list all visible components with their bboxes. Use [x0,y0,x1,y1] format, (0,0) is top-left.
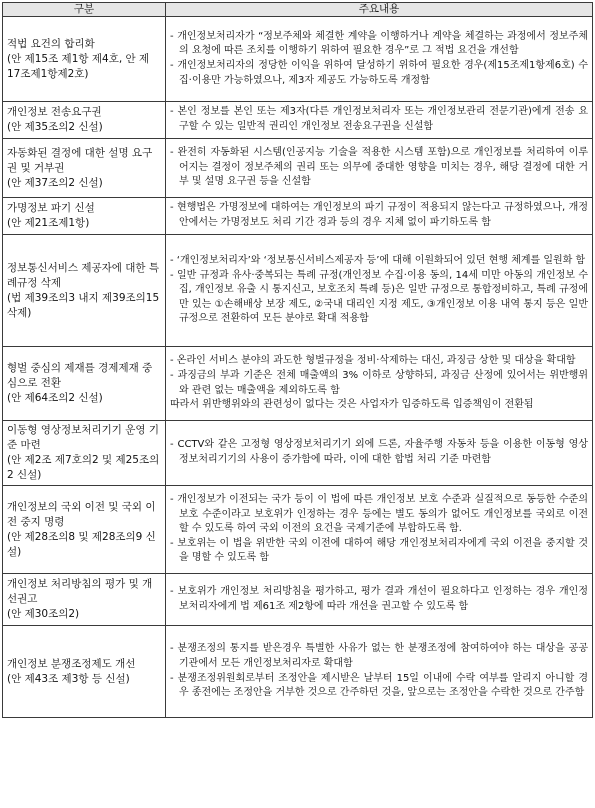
legal-reference: (안 제43조 제3항 등 신설) [7,672,130,685]
legal-reference: (안 제64조의2 신설) [7,392,103,404]
table-row [3,486,593,574]
category-cell [3,139,166,198]
category-cell [3,626,166,718]
content-cell [166,17,593,102]
category-cell [3,102,166,139]
content-cell [166,574,593,626]
bullet-item: - 개인정보가 이전되는 국가 등이 이 법에 따른 개인정보 보호 수준과 실질적으로 동등한 수준의 보호 수준이라고 보호위가 인정하는 경우 등에는 별도 동의가 없어도 개인정보를 국외로 이전할 수 있도록 하여 국외 이전의 요건을 국제기준에 부합하도록 함. [170,494,588,535]
bullet-item: - 보호위가 개인정보 처리방침을 평가하고, 평가 결과 개선이 필요하다고 인정하는 경우 개인정보처리자에게 법 제61조 제2항에 따라 개선을 권고할 수 있도록 함 [170,585,588,612]
bullet-item: - 과징금의 부과 기준은 전체 매출액의 3% 이하로 상향하되, 과징금 산정에 있어서는 위반행위와 관련 없는 매출액을 제외하도록 함 [170,369,588,396]
content-paragraph: 따라서 위반행위와의 관련성이 없다는 것은 사업자가 입증하도록 입증책임이 전환됨 [170,399,534,411]
legal-reference: (안 제30조의2) [7,608,80,620]
category-title: 개인정보 전송요구권 [7,106,102,118]
category-title: 개인정보의 국외 이전 및 국외 이전 중지 명령 [7,500,156,528]
category-title: 이동형 영상정보처리기기 운영 기준 마련 [7,424,160,451]
table-row [3,421,593,486]
legal-reference: (안 제28조의8 및 제28조의9 신설) [7,530,156,558]
content-cell [166,626,593,718]
bullet-item: - 현행법은 가명정보에 대하여는 개인정보의 파기 규정이 적용되지 않는다고 규정하였으나, 개정안에서는 가명정보도 처리 기간 경과 등의 경우 지체 없이 파기하도록 함 [170,202,588,228]
category-cell [3,574,166,626]
legal-reference: (안 제35조의2 신설) [7,121,103,133]
content-cell [166,421,593,486]
table-row [3,102,593,139]
legal-reference: (안 제15조 제1항 제4호, 안 제17조제1항제2호) [7,52,150,80]
legal-reference: (안 제21조제1항) [7,217,90,229]
category-title: 형벌 중심의 제재를 경제제재 중심으로 전환 [7,362,153,389]
bullet-item: - CCTV와 같은 고정형 영상정보처리기기 외에 드론, 자율주행 자동차 등을 이용한 이동형 영상정보처리기기의 사용이 증가함에 따라, 이에 대한 합법 처리 기준 마련함 [170,439,588,465]
category-cell [3,198,166,235]
table-row [3,574,593,626]
table-row [3,17,593,102]
table-row [3,139,593,198]
bullet-item: - 분쟁조정위원회로부터 조정안을 제시받은 날부터 15일 이내에 수락 여부를 알리지 아니할 경우 종전에는 조정안을 거부한 것으로 간주하던 것을, 앞으로는 조정안을 수락한 것으로 간주함 [170,672,588,699]
category-cell [3,17,166,102]
content-cell [166,486,593,574]
table-row [3,626,593,718]
bullet-item: - 보호위는 이 법을 위반한 국외 이전에 대하여 해당 개인정보처리자에게 국외 이전을 중지할 것을 명할 수 있도록 함 [170,537,588,564]
table-row [3,198,593,235]
category-cell [3,235,166,347]
bullet-item: - 일반 규정과 유사·중복되는 특례 규정(개인정보 수집·이용 동의, 14세 미만 아동의 개인정보 수집, 개인정보 유출 시 통지신고, 보호조치 특례 등)은 일반 규정으로 통합정비하고, 특례 규정에만 있는 ①손해배상 보장 제도, ②국내 대리인 지정 제도, ③개인정보 이용 내역 통지 등은 일반규정으로 전환하여 모든 분야로 확대 적용함 [170,269,589,325]
header-main-content: 주요내용 [166,3,593,17]
bullet-item: - 분쟁조정의 통지를 받은경우 특별한 사유가 없는 한 분쟁조정에 참여하여야 하는 대상을 공공기관에서 모든 개인정보처리자로 확대함 [170,643,588,669]
table-row [3,235,593,347]
comparison-table [2,2,593,718]
bullet-item: - 본인 정보를 본인 또는 제3자(다른 개인정보처리자 또는 개인정보관리 전문기관)에게 전송 요구할 수 있는 일반적 권리인 개인정보 전송요구권을 신설함 [170,106,588,132]
content-cell [166,347,593,421]
table-body [3,17,593,718]
legal-reference: (안 제37조의2 신설) [7,176,103,189]
table-row [3,347,593,421]
content-cell [166,139,593,198]
category-cell [3,421,166,486]
legal-reference: (안 제2조 제7호의2 및 제25조의2 신설) [7,454,160,481]
category-title: 개인정보 분쟁조정제도 개선 [7,657,136,670]
bullet-item: - 개인정보처리자의 정당한 이익을 위하여 달성하기 위하여 필요한 경우(제15조제1항제6호) 수집·이용만 가능하였으나, 제3자 제공도 가능하도록 개정함 [170,60,588,86]
bullet-item: - 개인정보처리자가 “정보주체와 체결한 계약을 이행하거나 계약을 체결하는 과정에서 정보주체의 요청에 따른 조치를 이행하기 위하여 필요한 경우”로 그 적법 요건을 개선함 [170,30,588,57]
category-title: 가명정보 파기 신설 [7,202,95,214]
category-cell [3,486,166,574]
header-category: 구분 [3,3,166,17]
content-cell [166,235,593,347]
category-title: 정보통신서비스 제공자에 대한 특례규정 삭제 [7,261,160,289]
category-title: 자동화된 결정에 대한 설명 요구권 및 거부권 [7,146,153,174]
legal-reference: (법 제39조의3 내지 제39조의15 삭제) [7,291,160,319]
content-cell [166,198,593,235]
category-title: 개인정보 처리방침의 평가 및 개선권고 [7,578,153,605]
category-title: 적법 요건의 합리화 [7,37,95,50]
table-header-row [3,3,593,17]
bullet-item: - 완전히 자동화된 시스템(인공지능 기술을 적용한 시스템 포함)으로 개인정보를 처리하여 이루어지는 결정이 정보주체의 권리 또는 의무에 중대한 영향을 미치는 경우, 해당 결정에 대한 거부 및 설명 요구권 등을 신설함 [170,147,588,188]
content-cell [166,102,593,139]
category-cell [3,347,166,421]
bullet-item: - ‘개인정보처리자’와 ‘정보통신서비스제공자 등’에 대해 이원화되어 있던 현행 체계를 일원화 함 [170,255,586,267]
bullet-item: - 온라인 서비스 분야의 과도한 형벌규정을 정비·삭제하는 대신, 과징금 상한 및 대상을 확대함 [170,355,576,367]
